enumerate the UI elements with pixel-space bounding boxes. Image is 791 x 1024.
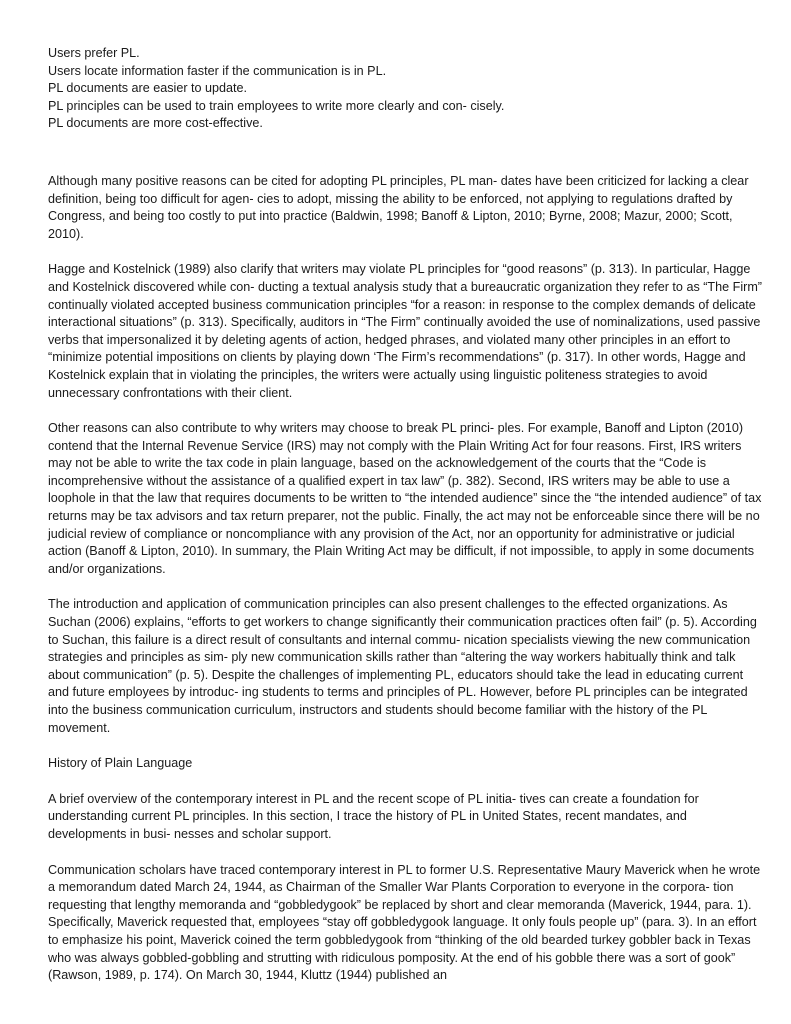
benefit-item: Users prefer PL. (48, 46, 140, 60)
paragraph-hagge-kostelnick: Hagge and Kostelnick (1989) also clarify that writers may violate PL principles for “good reasons” (p. 313). In particular, Hagge and Kostelnick discovered while con- ducting a textual analysis study that a bureaucratic organization they refer to as “The Firm” continually violated accepted business communication principles “for a reason: in response to the complex demands of delicate interactional situations” (p. 313). Specifically, auditors in “The Firm” continually avoided the use of nominalizations, used passive verbs that impersonalized it by deleting agents of action, hedged phrases, and violated many other principles in an effort to “minimize potential impositions on clients by playing down ‘The Firm’s recommendations” (p. 317). In other words, Hagge and Kostelnick explain that in violating the principles, the writers were actually using linguistic politeness strategies to avoid unnecessary confrontations with their client. (48, 262, 763, 400)
benefits-list (48, 45, 763, 133)
benefit-item: PL principles can be used to train employees to write more clearly and con- cisely. (48, 98, 505, 113)
benefit-item: PL documents are easier to update. (48, 81, 248, 96)
benefit-item: PL documents are more cost-effective. (48, 116, 263, 131)
paragraph-other-reasons: Other reasons can also contribute to why writers may choose to break PL princi- ples. For example, Banoff and Lipton (2010) contend that the Internal Revenue Service (IRS) may not comply with the Plain Writing Act for four reasons. First, IRS writers may not be able to write the tax code in plain language, based on the acknowledgement of the courts that the “Code is incomprehensive without the assistance of a qualified expert in tax law” (p. 382). Second, IRS writers may be able to use a loophole in that the law that requires documents to be written to “the intended audience” since the “the intended audience” of tax returns may be tax advisors and tax return preparer, not the public. Finally, the act may not be enforceable since there will be no judicial review of compliance or noncompliance with any provision of the Act, nor an opportunity for administrative or judicial action (Banoff & Lipton, 2010). In summary, the Plain Writing Act may be difficult, if not impossible, to apply in some documents and/or organizations. (48, 421, 762, 576)
paragraph-history-overview: A brief overview of the contemporary interest in PL and the recent scope of PL initia- tives can create a foundation for understanding current PL principles. In this section, I trace the history of PL in United States, recent mandates, and developments in busi- nesses and scholar support. (48, 791, 699, 841)
document-page (48, 45, 763, 985)
paragraph-introduction-application: The introduction and application of communication principles can also present challenges to the effected organizations. As Suchan (2006) explains, “efforts to get workers to change significantly their communication practices often fail” (p. 5). According to Suchan, this failure is a direct result of consultants and internal commu- nication specialists viewing the new communication strategies and principles as sim- ply new communication skills rather than “altering the way workers habitually think and talk about communication” (p. 5). Despite the challenges of implementing PL, educators should take the lead in educating current and future employees by introduc- ing students to terms and principles of PL. However, before PL principles can be integrated into the business communication curriculum, instructors and students should become familiar with the history of the PL movement. (48, 597, 757, 735)
section-heading: History of Plain Language (48, 756, 193, 771)
paragraph-criticisms: Although many positive reasons can be cited for adopting PL principles, PL man- dates have been criticized for lacking a clear definition, being too difficult for agen- cies to adopt, missing the ability to be enforced, not applying to regulations drafted by Congress, and being too costly to put into practice (Baldwin, 1998; Banoff & Lipton, 2010; Byrne, 2008; Mazur, 2000; Scott, 2010). (48, 173, 749, 241)
paragraph-maverick: Communication scholars have traced contemporary interest in PL to former U.S. Representative Maury Maverick when he wrote a memorandum dated March 24, 1944, as Chairman of the Smaller War Plants Corporation to everyone in the corpora- tion requesting that lengthy memoranda and “gobbledygook” be replaced by short and clear memoranda (Maverick, 1944, para. 1). Specifically, Maverick requested that, employees “stay off gobbledygook language. It only fouls people up” (para. 3). In an effort to emphasize his point, Maverick coined the term gobbledygook from “thinking of the old bearded turkey gobbler back in Texas who was always gobbled-gobbling and strutting with ridiculous pomposity. At the end of his gobble there was a sort of gook” (Rawson, 1989, p. 174). On March 30, 1944, Kluttz (1944) published an (48, 862, 761, 983)
benefit-item: Users locate information faster if the communication is in PL. (48, 63, 387, 78)
